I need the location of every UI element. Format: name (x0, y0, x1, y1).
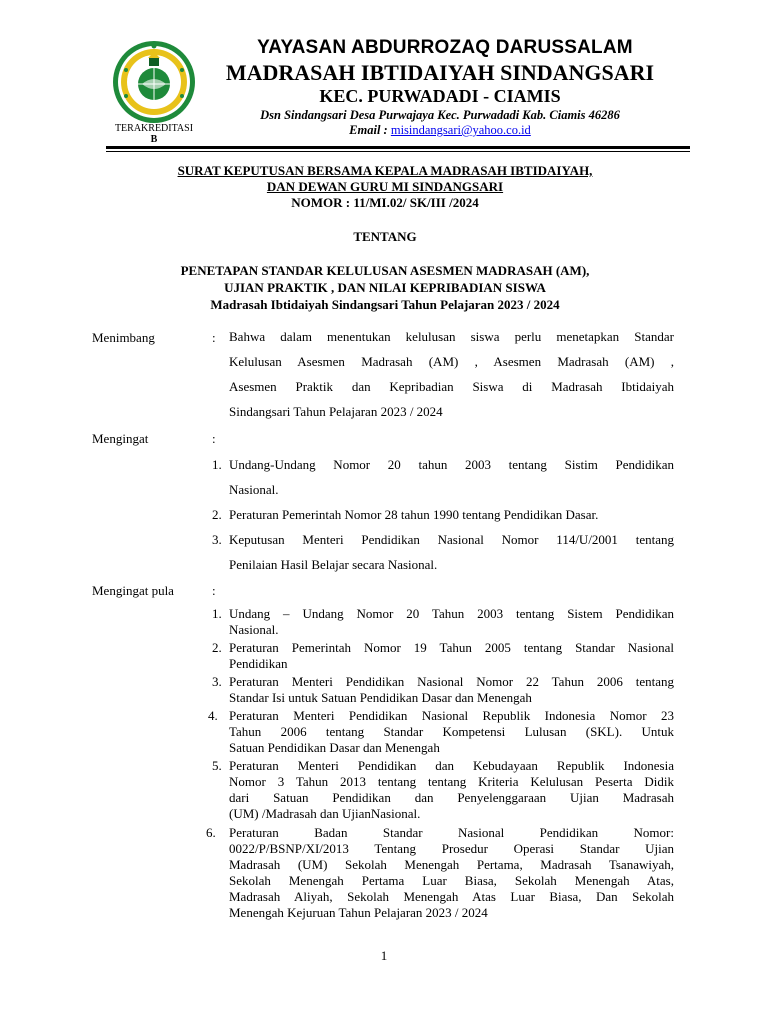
item-number: 2. (212, 507, 222, 522)
item-number: 6. (206, 825, 216, 840)
item-line: Keputusan Menteri Pendidikan Nasional Nomor 114/U/2001 tentang (229, 532, 674, 547)
page-number: 1 (380, 948, 388, 963)
mengingat-pula-colon: : (212, 583, 216, 598)
header-divider-thick (106, 146, 690, 149)
item-line: Undang – Undang Nomor 20 Tahun 2003 tentang Sistem Pendidikan (229, 606, 674, 621)
item-line: Madrasah (UM) Sekolah Menengah Pertama, Madrasah Tsanawiyah, (229, 857, 674, 872)
school-name: MADRASAH IBTIDAIYAH SINDANGSARI (225, 60, 655, 85)
decree-title-line2: DAN DEWAN GURU MI SINDANGSARI (266, 179, 504, 194)
menimbang-line: Asesmen Praktik dan Kepribadian Siswa di Madrasah Ibtidaiyah (229, 379, 674, 394)
item-line: Nomor 3 Tahun 2013 tentang tentang Kriteria Kelulusan Peserta Didik (229, 774, 674, 789)
item-line: Madrasah Aliyah, Sekolah Menengah Atas Luar Biasa, Dan Sekolah (229, 889, 674, 904)
mengingat-label: Mengingat (92, 431, 149, 446)
foundation-name: YAYASAN ABDURROZAQ DARUSSALAM (257, 37, 633, 58)
item-number: 3. (212, 532, 222, 547)
item-line: Peraturan Pemerintah Nomor 19 Tahun 2005 tentang Standar Nasional (229, 640, 674, 655)
item-number: 2. (212, 640, 222, 655)
mengingat-colon: : (212, 431, 216, 446)
subject-line1: PENETAPAN STANDAR KELULUSAN ASESMEN MADRASAH (AM), (180, 263, 590, 278)
menimbang-text (229, 324, 674, 424)
subject-line2: UJIAN PRAKTIK , DAN NILAI KEPRIBADIAN SISWA (224, 280, 546, 295)
school-logo (112, 40, 196, 124)
item-line: Peraturan Menteri Pendidikan dan Kebudayaan Republik Indonesia (229, 758, 674, 773)
item-line: Nasional. (229, 482, 279, 497)
email-link[interactable]: misindangsari@yahoo.co.id (390, 123, 531, 137)
item-line: Penilaian Hasil Belajar secara Nasional. (229, 557, 438, 572)
mengingat-pula-label: Mengingat pula (92, 583, 174, 598)
item-line: dari Satuan Pendidikan dan Penyelenggaraan Ujian Madrasah (229, 790, 674, 805)
item-line: Peraturan Badan Standar Nasional Pendidikan Nomor: (229, 825, 674, 840)
item-line: Nasional. (229, 622, 279, 637)
item-number: 3. (212, 674, 222, 689)
header-divider-thin (106, 151, 690, 152)
menimbang-line: Kelulusan Asesmen Madrasah (AM) , Asesmen Madrasah (AM) , (229, 354, 674, 369)
district-name: KEC. PURWADADI - CIAMIS (319, 86, 561, 106)
item-line: (UM) /Madrasah dan UjianNasional. (229, 806, 421, 821)
accreditation-grade: B (150, 134, 158, 145)
item-line: Peraturan Menteri Pendidikan Nasional Republik Indonesia Nomor 23 (229, 708, 674, 723)
accreditation-line1: TERAKREDITASI (114, 123, 194, 134)
item-line: Sekolah Menengah Pertama Luar Biasa, Sekolah Menengah Atas, (229, 873, 674, 888)
accreditation-label (104, 123, 204, 145)
subject-line3: Madrasah Ibtidaiyah Sindangsari Tahun Pelajaran 2023 / 2024 (210, 297, 560, 312)
school-address: Dsn Sindangsari Desa Purwajaya Kec. Purwadadi Kab. Ciamis 46286 (260, 108, 620, 122)
menimbang-colon: : (212, 330, 216, 345)
decree-number: NOMOR : 11/MI.02/ SK/III /2024 (291, 195, 479, 210)
item-line: Pendidikan (229, 656, 288, 671)
item-number: 1. (212, 606, 222, 621)
item-number: 5. (212, 758, 222, 773)
menimbang-label: Menimbang (92, 330, 155, 345)
item-number: 4. (208, 708, 218, 723)
item-line: Undang-Undang Nomor 20 tahun 2003 tentang Sistim Pendidikan (229, 457, 674, 472)
menimbang-line: Bahwa dalam menentukan kelulusan siswa perlu menetapkan Standar (229, 329, 674, 344)
menimbang-line: Sindangsari Tahun Pelajaran 2023 / 2024 (229, 404, 443, 419)
item-line: Menengah Kejuruan Tahun Pelajaran 2023 / 2024 (229, 905, 488, 920)
item-line: Peraturan Menteri Pendidikan Nasional Nomor 22 Tahun 2006 tentang (229, 674, 674, 689)
email-label: Email : (349, 123, 388, 137)
item-number: 1. (212, 457, 222, 472)
item-line: Peraturan Pemerintah Nomor 28 tahun 1990 tentang Pendidikan Dasar. (229, 507, 599, 522)
decree-about: TENTANG (353, 229, 417, 244)
item-line: 0022/P/BSNP/XI/2013 Tentang Prosedur Operasi Standar Ujian (229, 841, 674, 856)
item-line: Standar Isi untuk Satuan Pendidikan Dasar dan Menengah (229, 690, 532, 705)
email-line (200, 123, 680, 138)
item-line: Satuan Pendidikan Dasar dan Menengah (229, 740, 440, 755)
item-line: Tahun 2006 tentang Standar Kompetensi Lulusan (SKL). Untuk (229, 724, 674, 739)
decree-title-line1: SURAT KEPUTUSAN BERSAMA KEPALA MADRASAH IBTIDAIYAH, (177, 163, 593, 178)
